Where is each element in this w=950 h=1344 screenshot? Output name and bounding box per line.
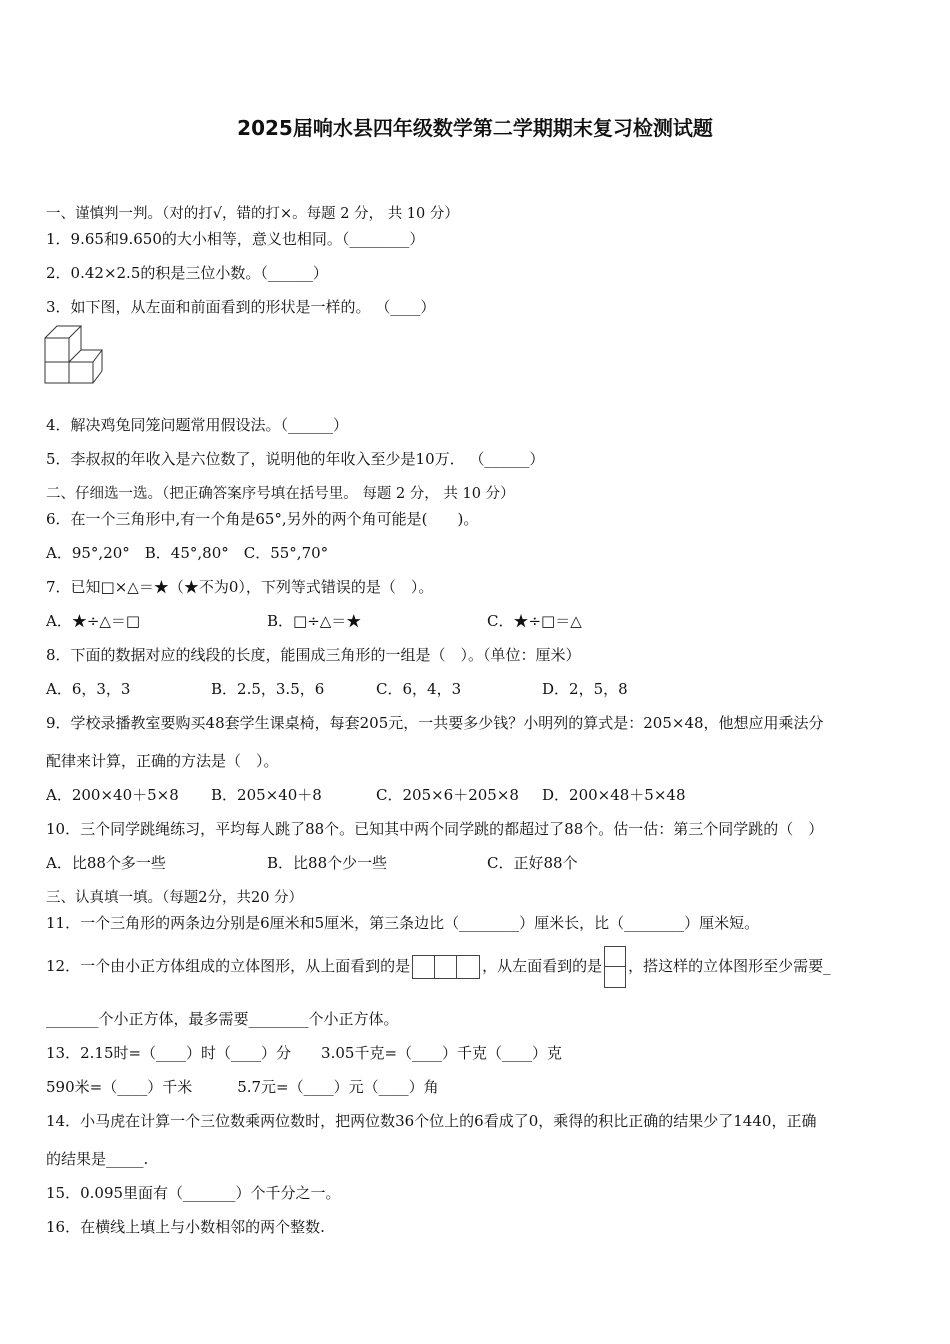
question-7-option-b: B．□÷△＝★ — [267, 612, 362, 630]
question-3: 3．如下图，从左面和前面看到的形状是一样的。 （____） — [46, 298, 436, 316]
question-10-option-b: B．比88个少一些 — [267, 854, 388, 872]
question-4: 4．解决鸡兔同笼问题常用假设法。（______） — [46, 416, 349, 434]
question-12-line-2: _______个小正方体，最多需要________个小正方体。 — [46, 1010, 399, 1028]
question-13-line-2: 590米=（____）千米 5.7元=（____）元（____）角 — [46, 1078, 439, 1096]
question-10-option-c: C．正好88个 — [487, 854, 578, 872]
question-8-option-d: D．2，5，8 — [542, 680, 628, 698]
question-12-text-3: ，搭这样的立体图形至少需要_ — [628, 957, 831, 975]
section-2-header: 二、仔细选一选。（把正确答案序号填在括号里。 每题 2 分， 共 10 分） — [46, 486, 515, 502]
question-8: 8．下面的数据对应的线段的长度，能围成三角形的一组是（ ）。（单位：厘米） — [46, 646, 581, 664]
page-title: 2025届响水县四年级数学第二学期期末复习检测试题 — [237, 116, 713, 140]
question-16: 16．在横线上填上与小数相邻的两个整数. — [46, 1218, 325, 1236]
question-7-option-a: A．★÷△＝□ — [46, 612, 141, 630]
question-12-text-2: ，从左面看到的是 — [482, 957, 603, 975]
question-9-option-c: C．205×6＋205×8 — [376, 786, 519, 804]
question-13-line-1: 13．2.15时=（____）时（____）分 3.05千克=（____）千克（____）克 — [46, 1044, 563, 1062]
question-5: 5．李叔叔的年收入是六位数了，说明他的年收入至少是10万． （______） — [46, 450, 545, 468]
question-1: 1．9.65和9.650的大小相等，意义也相同。（________） — [46, 230, 425, 248]
question-9-line-1: 9．学校录播教室要购买48套学生课桌椅，每套205元，一共要多少钱？小明列的算式是：205×48，他想应用乘法分 — [46, 714, 824, 732]
cube-stack-figure — [44, 325, 106, 387]
question-8-option-c: C．6，4，3 — [376, 680, 462, 698]
question-7-option-c: C．★÷□＝△ — [487, 612, 582, 630]
section-1-header: 一、谨慎判一判。（对的打√，错的打×。每题 2 分， 共 10 分） — [46, 206, 459, 222]
question-12-text-1: 12．一个由小正方体组成的立体图形，从上面看到的是 — [46, 957, 411, 975]
question-8-option-a: A．6，3，3 — [46, 680, 131, 698]
question-10-option-a: A．比88个多一些 — [46, 854, 166, 872]
question-12-line-1 — [46, 946, 831, 988]
question-6-options: A．95°,20° B．45°,80° C．55°,70° — [46, 544, 329, 562]
question-15: 15．0.095里面有（_______）个千分之一。 — [46, 1184, 341, 1202]
question-9-option-a: A．200×40＋5×8 — [46, 786, 179, 804]
top-view-figure — [412, 955, 480, 979]
question-9-option-d: D．200×48＋5×48 — [542, 786, 686, 804]
section-3-header: 三、认真填一填。（每题2分，共20 分） — [46, 890, 304, 906]
question-6: 6．在一个三角形中,有一个角是65°,另外的两个角可能是( )。 — [46, 510, 479, 528]
question-11: 11．一个三角形的两条边分别是6厘米和5厘米，第三条边比（________）厘米长，比（________）厘米短。 — [46, 914, 760, 932]
question-9-line-2: 配律来计算，正确的方法是（ ）。 — [46, 752, 279, 770]
question-8-option-b: B．2.5，3.5，6 — [211, 680, 325, 698]
question-14-line-2: 的结果是_____. — [46, 1150, 149, 1168]
question-7: 7．已知□×△＝★（★不为0），下列等式错误的是（ ）。 — [46, 578, 434, 596]
question-2: 2．0.42×2.5的积是三位小数。（______） — [46, 264, 328, 282]
question-10: 10．三个同学跳绳练习，平均每人跳了88个。已知其中两个同学跳的都超过了88个。估一估：第三个同学跳的（ ） — [46, 820, 824, 838]
question-14-line-1: 14．小马虎在计算一个三位数乘两位数时，把两位数36个位上的6看成了0，乘得的积比正确的结果少了1440，正确 — [46, 1112, 817, 1130]
side-view-figure — [604, 946, 626, 988]
question-9-option-b: B．205×40＋8 — [211, 786, 322, 804]
